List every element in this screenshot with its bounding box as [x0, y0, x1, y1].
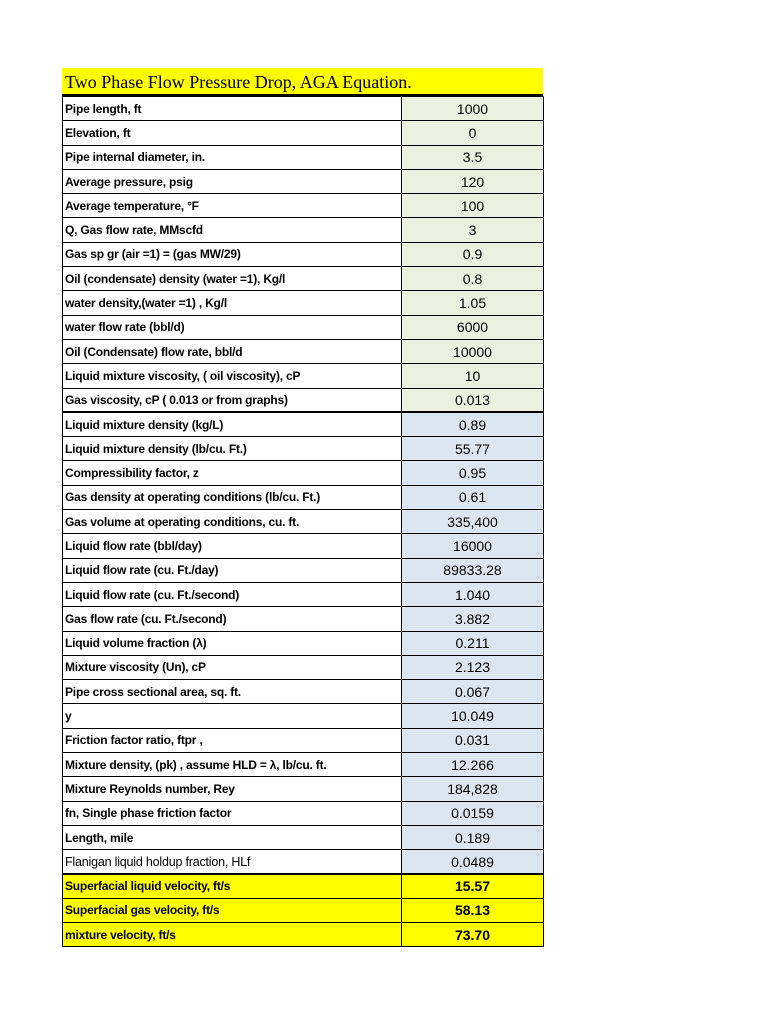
row-label: Length, mile — [63, 825, 402, 849]
row-value-cell[interactable]: 0.031 — [402, 728, 544, 752]
calculated-row — [63, 534, 544, 558]
row-label: Liquid flow rate (cu. Ft./day) — [63, 558, 402, 582]
calculated-row — [63, 510, 544, 534]
row-label: fn, Single phase friction factor — [63, 801, 402, 825]
row-value-cell[interactable]: 1.05 — [402, 291, 544, 315]
row-label: water flow rate (bbl/d) — [63, 315, 402, 339]
input-row — [63, 194, 544, 218]
row-label: water density,(water =1) , Kg/l — [63, 291, 402, 315]
row-label: Superfacial liquid velocity, ft/s — [63, 874, 402, 898]
row-label: Liquid flow rate (cu. Ft./second) — [63, 582, 402, 606]
row-label: Gas flow rate (cu. Ft./second) — [63, 607, 402, 631]
row-label: Friction factor ratio, ftpr , — [63, 728, 402, 752]
calculated-row — [63, 607, 544, 631]
row-label: Liquid mixture viscosity, ( oil viscosity), cP — [63, 364, 402, 388]
row-value-cell[interactable]: 0.95 — [402, 461, 544, 485]
row-value-cell[interactable]: 1.040 — [402, 582, 544, 606]
row-label: Liquid volume fraction (λ) — [63, 631, 402, 655]
calculated-row — [63, 728, 544, 752]
row-label: Q, Gas flow rate, MMscfd — [63, 218, 402, 242]
row-value-cell[interactable]: 0.8 — [402, 267, 544, 291]
row-value-cell[interactable]: 0.067 — [402, 680, 544, 704]
row-label: Superfacial gas velocity, ft/s — [63, 898, 402, 922]
row-value-cell[interactable]: 89833.28 — [402, 558, 544, 582]
row-label: Mixture density, (pk) , assume HLD = λ, lb/cu. ft. — [63, 753, 402, 777]
row-value-cell[interactable]: 2.123 — [402, 655, 544, 679]
row-label: mixture velocity, ft/s — [63, 923, 402, 947]
result-row — [63, 898, 544, 922]
row-value-cell[interactable]: 0.211 — [402, 631, 544, 655]
calculated-row — [63, 437, 544, 461]
calculation-table — [62, 96, 544, 947]
calculated-row — [63, 753, 544, 777]
row-value-cell[interactable]: 184,828 — [402, 777, 544, 801]
row-label: Pipe length, ft — [63, 97, 402, 121]
row-value-cell[interactable]: 0.61 — [402, 485, 544, 509]
input-row — [63, 291, 544, 315]
table-body — [63, 97, 544, 947]
input-row — [63, 364, 544, 388]
row-label: Elevation, ft — [63, 121, 402, 145]
row-label: Flanigan liquid holdup fraction, HLf — [63, 850, 402, 874]
row-value-cell[interactable]: 3.882 — [402, 607, 544, 631]
input-row — [63, 218, 544, 242]
calculated-row — [63, 704, 544, 728]
calculated-row — [63, 777, 544, 801]
row-value-cell[interactable]: 0.013 — [402, 388, 544, 412]
calculated-row — [63, 680, 544, 704]
row-value-cell[interactable]: 0.189 — [402, 825, 544, 849]
row-label: Oil (Condensate) flow rate, bbl/d — [63, 339, 402, 363]
calculated-row — [63, 631, 544, 655]
row-value-cell[interactable]: 10 — [402, 364, 544, 388]
row-value-cell[interactable]: 3.5 — [402, 145, 544, 169]
input-row — [63, 315, 544, 339]
input-row — [63, 242, 544, 266]
row-label: Gas density at operating conditions (lb/cu. Ft.) — [63, 485, 402, 509]
spreadsheet — [62, 68, 543, 947]
calculated-row — [63, 850, 544, 874]
sheet-title: Two Phase Flow Pressure Drop, AGA Equation. — [62, 68, 543, 96]
row-value-cell[interactable]: 100 — [402, 194, 544, 218]
row-value-cell[interactable]: 6000 — [402, 315, 544, 339]
calculated-row — [63, 412, 544, 436]
row-label: Gas sp gr (air =1) = (gas MW/29) — [63, 242, 402, 266]
row-label: Liquid mixture density (lb/cu. Ft.) — [63, 437, 402, 461]
calculated-row — [63, 485, 544, 509]
row-label: y — [63, 704, 402, 728]
row-label: Pipe internal diameter, in. — [63, 145, 402, 169]
row-value-cell[interactable]: 16000 — [402, 534, 544, 558]
row-value-cell[interactable]: 0.0489 — [402, 850, 544, 874]
row-value-cell[interactable]: 12.266 — [402, 753, 544, 777]
row-label: Gas viscosity, cP ( 0.013 or from graphs) — [63, 388, 402, 412]
row-label: Mixture viscosity (Un), cP — [63, 655, 402, 679]
row-value-cell[interactable]: 58.13 — [402, 898, 544, 922]
row-value-cell[interactable]: 120 — [402, 169, 544, 193]
row-value-cell[interactable]: 73.70 — [402, 923, 544, 947]
row-label: Average pressure, psig — [63, 169, 402, 193]
row-label: Gas volume at operating conditions, cu. ft. — [63, 510, 402, 534]
row-value-cell[interactable]: 0.89 — [402, 412, 544, 436]
row-value-cell[interactable]: 335,400 — [402, 510, 544, 534]
input-row — [63, 145, 544, 169]
row-label: Liquid mixture density (kg/L) — [63, 412, 402, 436]
row-label: Oil (condensate) density (water =1), Kg/l — [63, 267, 402, 291]
input-row — [63, 169, 544, 193]
row-label: Compressibility factor, z — [63, 461, 402, 485]
calculated-row — [63, 461, 544, 485]
row-label: Pipe cross sectional area, sq. ft. — [63, 680, 402, 704]
calculated-row — [63, 825, 544, 849]
input-row — [63, 339, 544, 363]
result-row — [63, 874, 544, 898]
input-row — [63, 121, 544, 145]
row-value-cell[interactable]: 55.77 — [402, 437, 544, 461]
calculated-row — [63, 655, 544, 679]
row-value-cell[interactable]: 1000 — [402, 97, 544, 121]
row-value-cell[interactable]: 0.9 — [402, 242, 544, 266]
calculated-row — [63, 558, 544, 582]
calculated-row — [63, 801, 544, 825]
row-value-cell[interactable]: 3 — [402, 218, 544, 242]
input-row — [63, 388, 544, 412]
row-label: Average temperature, °F — [63, 194, 402, 218]
input-row — [63, 267, 544, 291]
row-value-cell[interactable]: 15.57 — [402, 874, 544, 898]
row-value-cell[interactable]: 0 — [402, 121, 544, 145]
result-row — [63, 923, 544, 947]
row-value-cell[interactable]: 10000 — [402, 339, 544, 363]
row-label: Mixture Reynolds number, Rey — [63, 777, 402, 801]
row-value-cell[interactable]: 0.0159 — [402, 801, 544, 825]
calculated-row — [63, 582, 544, 606]
row-label: Liquid flow rate (bbl/day) — [63, 534, 402, 558]
row-value-cell[interactable]: 10.049 — [402, 704, 544, 728]
input-row — [63, 97, 544, 121]
